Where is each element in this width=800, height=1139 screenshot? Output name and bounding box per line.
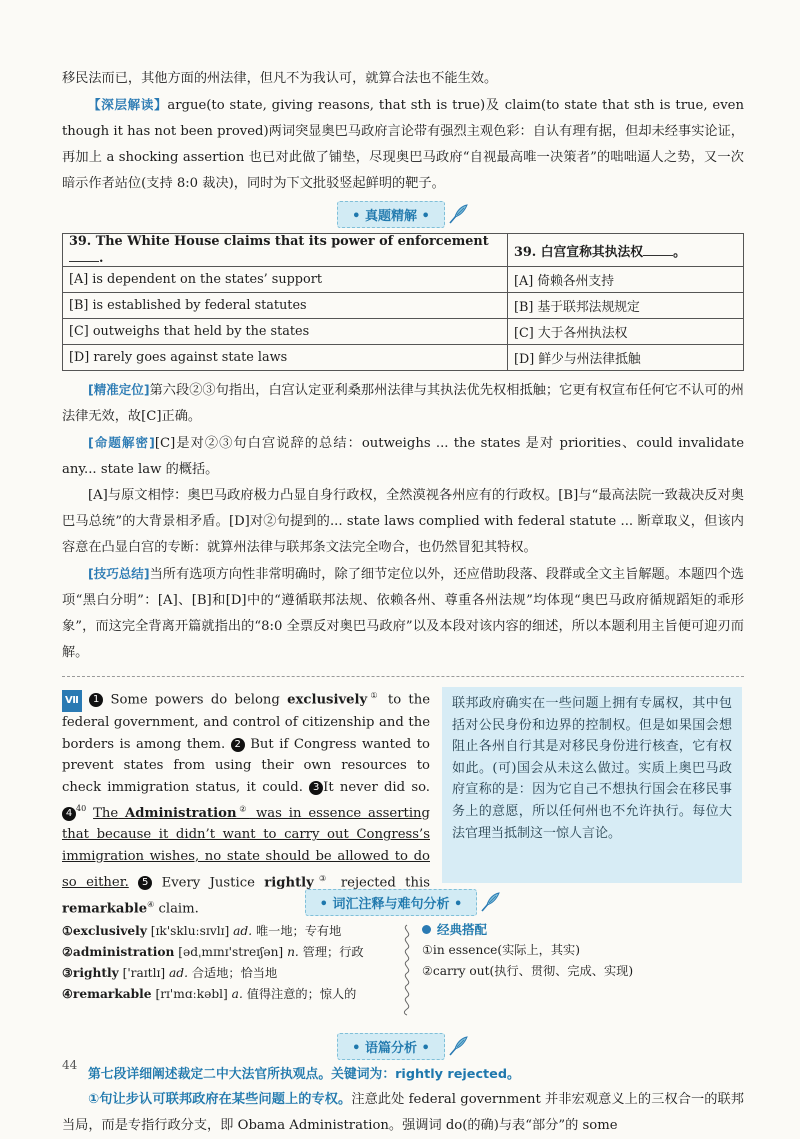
option-a-zh: [A] 倚赖各州支持	[508, 267, 744, 293]
vocab-item: ③rightly ['raɪtlɪ] ad. 合适地；恰当地	[62, 966, 278, 980]
section-number: Ⅶ	[62, 690, 82, 712]
precise-text: 第六段②③句指出，白宫认定亚利桑那州法律与其执法优先权相抵触；它更有权宣布任何它不认可的州法律无效，故[C]正确。	[62, 383, 744, 424]
sentence-number: 5	[138, 876, 152, 890]
vocab-item: ④remarkable [rɪ'mɑːkəbl] a. 值得注意的；惊人的	[62, 987, 357, 1001]
option-row	[63, 293, 744, 319]
sentence-number: 4	[62, 807, 76, 821]
collocation-item: ①in essence(实际上，其实)	[422, 943, 581, 957]
passage-translation: 联邦政府确实在一些问题上拥有专属权，其中包括对公民身份和边界的控制权。但是如果国会想阻止各州自行其是对移民身份进行核查，它有权如此。(可)国会从未这么做过。实质上奥巴马政府宣称的是：因为它自己不想执行国会在移民事务上的意愿，所以任何州也不允许执行。每位大法官理当抵制这一惊人言论。	[442, 687, 742, 883]
sentence-number: 1	[89, 693, 103, 707]
sentence-number: 3	[309, 781, 323, 795]
option-b-zh: [B] 基于联邦法规规定	[508, 293, 744, 319]
skill-tag: [技巧总结]	[88, 566, 150, 581]
passage-english: Ⅶ 1 Some powers do belong exclusively① to the federal government, and control of citizenship and the borders is among them. 2 But if Congress wanted to prevent states from using their own resources to check immigration status, it could. 3 It never did so. 4 $^{40}$ The Administration② was in essence asserting that because it didn’t want to carry out Congress’s immigration wishes, no state should be allowed to do so either. 5 Every Justice rightly③ rejected this remarkable④ claim.	[62, 691, 431, 916]
keyword: exclusively	[287, 692, 368, 708]
underlined-sentence: The Administration② was in essence asserting that because it didn’t want to carry out Congress’s immigration wishes, no state should be allowed to do so either.	[62, 804, 430, 890]
question-stem-en: 39. The White House claims that its power of enforcement .	[63, 234, 508, 267]
analysis-text: 注意此处 federal government 并非宏观意义上的三权合一的联邦当局，而是专指行政分支，即 Obama Administration。强调词 do(的确)与表“部分”的 some	[62, 1092, 744, 1133]
quill-icon	[479, 891, 501, 913]
option-d-zh: [D] 鲜少与州法律抵触	[508, 345, 744, 371]
collocation-item: ②carry out(执行、贯彻、完成、实现)	[422, 964, 634, 978]
sentence-number: 2	[231, 738, 245, 752]
vocab-item: ②administration [ədˌmɪnɪ'streɪʃən] n. 管理；行政	[62, 945, 364, 959]
analysis-lead: ①句让步认可联邦政府在某些问题上的专权。	[88, 1092, 352, 1107]
analysis-badge	[337, 1033, 445, 1060]
spiral-binding-icon	[400, 923, 414, 1017]
analysis-title: 第七段详细阐述裁定二中大法官所执观点。关键词为：rightly rejected。	[88, 1067, 520, 1082]
decode-paragraph-2: [A]与原文相悖：奥巴马政府极力凸显自身行政权，全然漠视各州应有的行政权。[B]与“最高法院一致裁决反对奥巴马总统”的大背景相矛盾。[D]对②句提到的... state laws complied with federal statute ... 断章取义，但该内容意在凸显白宫的专断：就算州法律与联邦条文法完全吻合，也仍然冒犯其特权。	[62, 488, 744, 555]
section-divider	[62, 676, 744, 677]
option-c-en: [C] outweighs that held by the states	[63, 319, 508, 345]
question-table	[62, 233, 744, 371]
bullet-dot-icon	[422, 925, 431, 934]
question-stem-zh: 39. 白宫宣称其执法权 。	[508, 234, 744, 267]
option-b-en: [B] is established by federal statutes	[63, 293, 508, 319]
skill-paragraph	[62, 561, 744, 666]
decode-text: [C]是对②③句白宫说辞的总结：outweighs ... the states 是对 priorities、could invalidate any... state law 的概括。	[62, 436, 744, 477]
option-a-en: [A] is dependent on the states’ support	[63, 267, 508, 293]
deep-reading-tag: 【深层解读】	[88, 97, 168, 112]
collocation-list	[422, 919, 742, 982]
answer-blank-zh	[643, 243, 673, 256]
vocab-block	[62, 919, 744, 1029]
option-c-zh: [C] 大于各州执法权	[508, 319, 744, 345]
analysis-section-header	[62, 1029, 744, 1063]
option-row	[63, 345, 744, 371]
vocab-badge-label: • 词汇注释与难句分析 •	[319, 896, 463, 912]
answer-blank	[69, 249, 99, 262]
question-badge-label: • 真题精解 •	[352, 208, 430, 224]
precise-paragraph	[62, 377, 744, 430]
question-marker: 40	[76, 804, 87, 814]
precise-tag: [精准定位]	[88, 382, 150, 397]
skill-text: 当所有选项方向性非常明确时，除了细节定位以外，还应借助段落、段群或全文主旨解题。本题四个选项“黑白分明”：[A]、[B]和[D]中的“遵循联邦法规、依赖各州、尊重各州法规”均体现“奥巴马政府循规蹈矩的乖形象”，而这完全背离开篇就指出的“8:0 全票反对奥巴马政府”以及本段对该内容的细述，所以本题利用主旨便可迎刃而解。	[62, 567, 744, 660]
quill-icon	[447, 1035, 469, 1057]
question-stem-row	[63, 234, 744, 267]
collocation-heading: 经典搭配	[422, 919, 742, 940]
vocab-list	[62, 921, 382, 1005]
decode-paragraph	[62, 430, 744, 483]
intro-line: 移民法而已，其他方面的州法律，但凡不为我认可，就算合法也不能生效。	[62, 71, 498, 86]
page-body	[62, 66, 744, 1139]
option-row	[63, 267, 744, 293]
analysis-badge-label: • 语篇分析 •	[352, 1040, 430, 1056]
analysis-paragraph	[62, 1087, 744, 1139]
option-d-en: [D] rarely goes against state laws	[63, 345, 508, 371]
question-section-header	[62, 197, 744, 231]
option-row	[63, 319, 744, 345]
vocab-item: ①exclusively [ɪk'skluːsɪvlɪ] ad. 唯一地；专有地	[62, 924, 342, 938]
decode-tag: [命题解密]	[88, 435, 155, 450]
question-badge	[337, 201, 445, 228]
deep-reading-text: argue(to state, giving reasons, that sth is true)及 claim(to state that sth is true, even though it has not been proved)两词突显奥巴马政府言论带有强烈主观色彩：自认有理有据，但却未经事实论证，再加上 a shocking assertion 也已对此做了铺垫，尽现奥巴马政府“自视最高唯一决策者”的咄咄逼人之势，又一次暗示作者站位(支持 8:0 裁决)，同时为下文批驳竖起鲜明的靶子。	[62, 98, 744, 191]
deep-reading-paragraph	[62, 92, 744, 197]
page-number: 44	[62, 1058, 78, 1072]
quill-icon	[447, 203, 469, 225]
